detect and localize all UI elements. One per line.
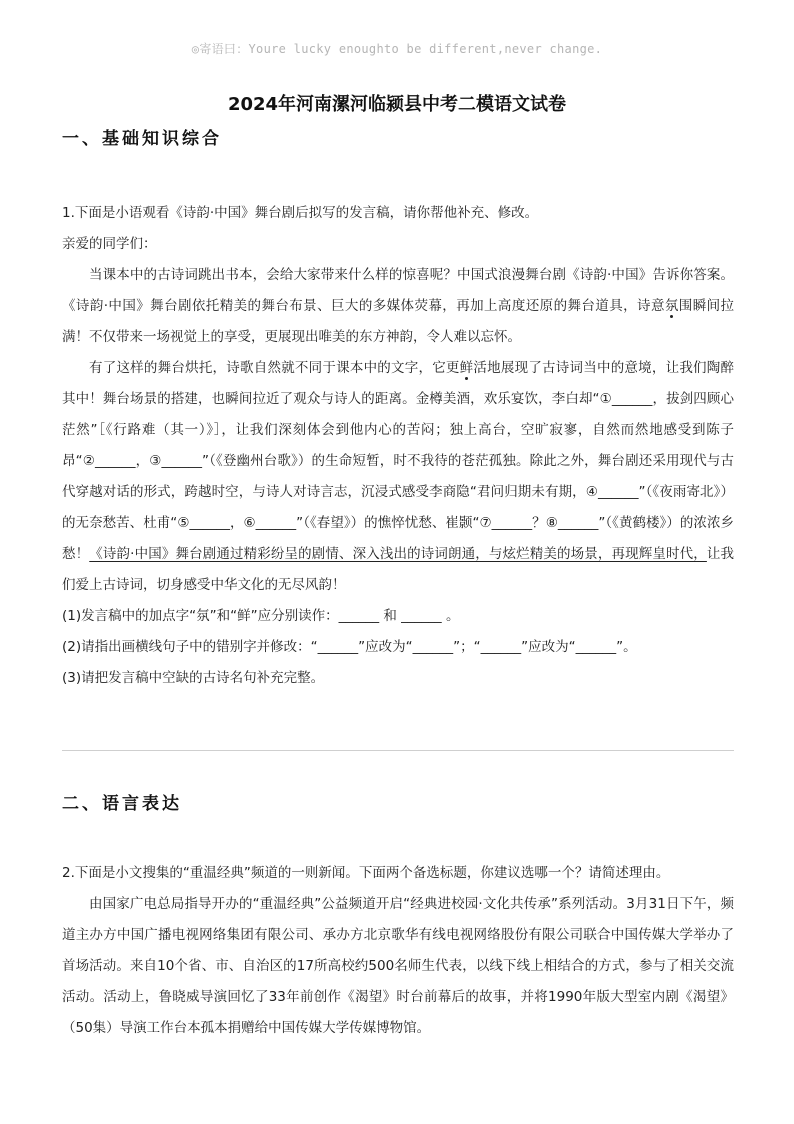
underlined-sentence: 《诗韵·中国》舞台剧通过精彩纷呈的剧情、深入浅出的诗词朗通，与炫烂精美的场景，再现辉皇时代， [89,546,707,562]
question-1-prompt: 1.下面是小语观看《诗韵·中国》舞台剧后拟写的发言稿，请你帮他补充、修改。 [62,205,539,221]
speech-greeting: 亲爱的同学们： [62,236,157,252]
section-divider [62,750,734,751]
news-paragraph: 由国家广电总局指导开办的“重温经典”公益频道开启“经典进校园·文化共传承”系列活动。3月31日下午，频道主办方中国广播电视网络集团有限公司、承办方北京歌华有线电视网络股份有限公司联合中国传媒大学举办了首场活动。来自10个省、市、自治区的17所高校约500名师生代表，以线下线上相结合的方式，参与了相关交流活动。活动上，鲁晓威导演回忆了33年前创作《渴望》时台前幕后的故事，并将1990年版大型室内剧《渴望》（50集）导演工作台本孤本捐赠给中国传媒大学传媒博物馆。 [62,896,734,1036]
dotted-char-fen: 氛 [664,298,679,314]
sub-question-1: (1)发言稿中的加点字“氛”和“鲜”应分别读作：______ 和 ______ 。 [62,608,460,624]
dotted-char-xian: 鲜 [459,360,474,376]
speech-paragraph-1-end: 围瞬间拉满！不仅带来一场视觉上的享受，更展现出唯美的东方神韵，令人难以忘怀。 [62,298,735,345]
speech-paragraph-2-start: 有了这样的舞台烘托，诗歌自然就不同于课本中的文字，它更 [89,360,460,376]
speech-paragraph-2 [62,353,734,601]
question-2-prompt: 2.下面是小文搜集的“重温经典”频道的一则新闻。下面两个备选标题，你建议选哪一个？请简述理由。 [62,865,670,881]
motto-header: ◎寄语曰：Youre lucky enoughto be different,never change. [191,42,603,56]
exam-title: 2024年河南漯河临颍县中考二模语文试卷 [227,94,567,115]
speech-paragraph-2-body: 活地展现了古诗词当中的意境，让我们陶醉其中！舞台场景的搭建，也瞬间拉近了观众与诗人的距离。金樽美酒，欢乐宴饮，李白却“①______，拔剑四顾心茫然”［《行路难（其一）》］，让我们深刻体会到他内心的苦闷；独上高台，空旷寂寥，自然而然地感受到陈子昂“②______，③______”（《登幽州台歌》）的生命短暂，时不我待的苍茫孤独。除此之外，舞台剧还采用现代与古代穿越对话的形式，跨越时空，与诗人对诗言志，沉浸式感受李商隐“君问归期未有期，④______”（《夜雨寄北》）的无奈愁苦、杜甫“⑤______，⑥______”（《春望》）的憔悴忧愁、崔颢“⑦______？⑧______”（《黄鹤楼》）的浓浓乡愁！ [62,360,735,562]
question-1 [62,198,734,694]
speech-paragraph-1 [62,260,734,353]
speech-paragraph-2-end: 让我们爱上古诗词，切身感受中华文化的无尽风韵！ [62,546,735,593]
sub-question-2: (2)请指出画横线句子中的错别字并修改：“______”应改为“______”；“______”应改为“______”。 [62,639,637,655]
section-heading-basic-knowledge: 一、基础知识综合 [62,129,222,149]
section-heading-language-expression: 二、语言表达 [62,794,182,814]
question-2 [62,858,734,1044]
speech-paragraph-1-text: 当课本中的古诗词跳出书本，会给大家带来什么样的惊喜呢？中国式浪漫舞台剧《诗韵·中国》告诉你答案。《诗韵·中国》舞台剧依托精美的舞台布景、巨大的多媒体荧幕，再加上高度还原的舞台道具，诗意 [62,267,734,314]
sub-question-3: (3)请把发言稿中空缺的古诗名句补充完整。 [62,670,325,686]
